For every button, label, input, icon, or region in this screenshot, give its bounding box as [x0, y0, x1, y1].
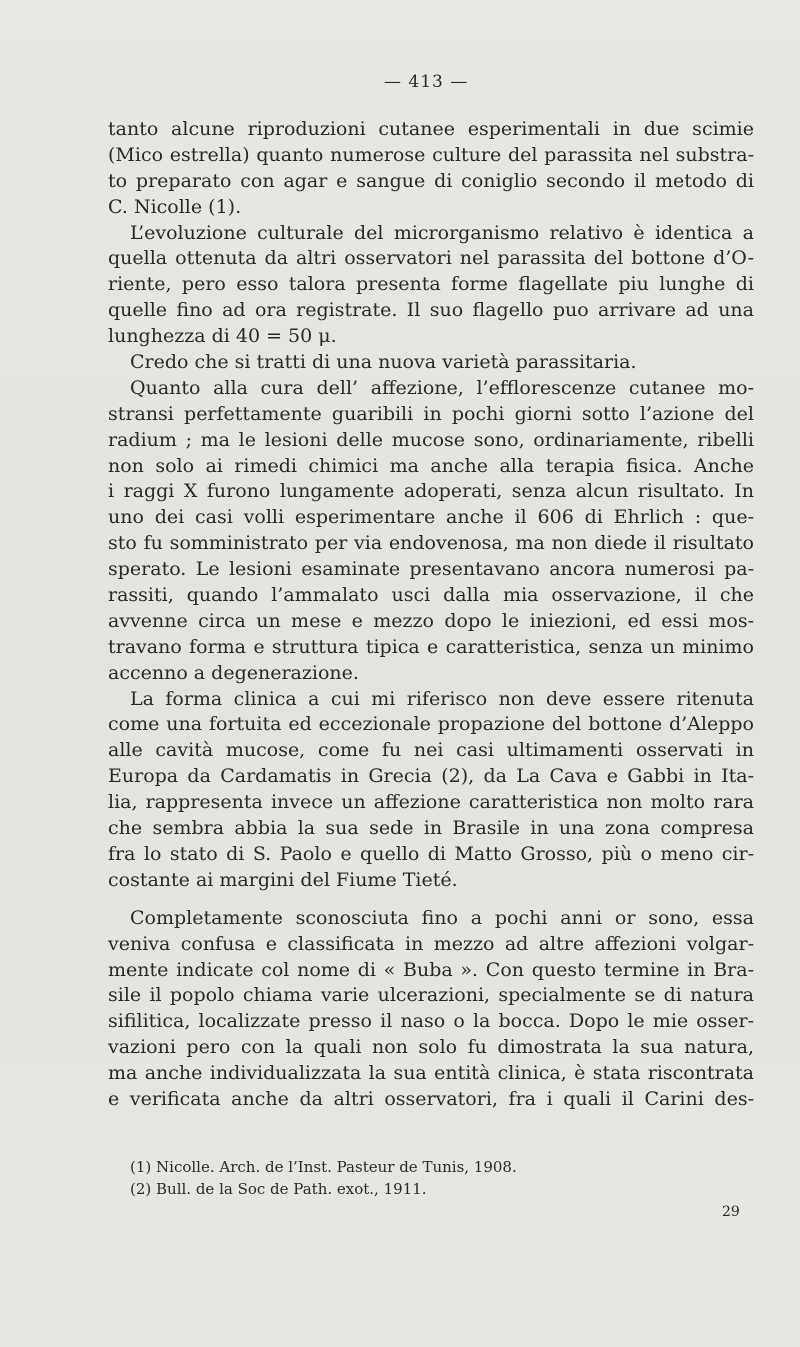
paragraph-start: La forma clinica a cui mi riferisco non deve essere ritenuta: [130, 687, 754, 710]
text-line: lia, rappresenta invece un affezione caratteristica non molto rara: [108, 791, 754, 814]
paragraph-start: Quanto alla cura dell’ affezione, l’efflorescenze cutanee mo-: [130, 376, 754, 399]
text-line: radium ; ma le lesioni delle mucose sono, ordinariamente, ribelli: [108, 428, 754, 451]
signature-mark: 29: [722, 1204, 740, 1220]
text-line: sperato. Le lesioni esaminate presentavano ancora numerosi pa-: [108, 558, 754, 581]
text-line: veniva confusa e classificata in mezzo ad altre affezioni volgar-: [108, 932, 754, 955]
text-line: (Mico estrella) quanto numerose culture del parassita nel substra-: [108, 143, 754, 166]
text-line: quelle fino ad ora registrate. Il suo flagello puo arrivare ad una: [108, 299, 754, 322]
text-line: Europa da Cardamatis in Grecia (2), da La Cava e Gabbi in Ita-: [108, 765, 754, 788]
footnote-1: (1) Nicolle. Arch. de l’Inst. Pasteur de Tunis, 1908.: [130, 1158, 517, 1176]
text-line: ma anche individualizzata la sua entità clinica, è stata riscontrata: [108, 1062, 754, 1085]
page-number: — 413 —: [384, 72, 469, 92]
paragraph-gap: [108, 894, 754, 906]
text-line: lunghezza di 40 = 50 μ.: [108, 325, 337, 348]
text-line: accenno a degenerazione.: [108, 661, 359, 684]
text-line: C. Nicolle (1).: [108, 195, 242, 218]
text-line: sifilitica, localizzate presso il naso o la bocca. Dopo le mie osser-: [108, 1010, 754, 1033]
text-line: stransi perfettamente guaribili in pochi giorni sotto l’azione del: [108, 402, 754, 425]
text-line: mente indicate col nome di « Buba ». Con questo termine in Bra-: [108, 958, 754, 981]
text-line: sto fu somministrato per via endovenosa, ma non diede il risultato: [108, 532, 754, 555]
text-line: travano forma e struttura tipica e caratteristica, senza un minimo: [108, 635, 754, 658]
footnote-2: (2) Bull. de la Soc de Path. exot., 1911.: [130, 1180, 427, 1198]
text-line: rassiti, quando l’ammalato usci dalla mia osservazione, il che: [108, 584, 754, 607]
paragraph-start: Credo che si tratti di una nuova varietà parassitaria.: [130, 351, 637, 374]
text-line: i raggi X furono lungamente adoperati, senza alcun risultato. In: [108, 480, 754, 503]
text-line: come una fortuita ed eccezionale propazione del bottone d’Aleppo: [108, 713, 754, 736]
text-line: costante ai margini del Fiume Tieté.: [108, 868, 458, 891]
text-line: uno dei casi volli esperimentare anche il 606 di Ehrlich : que-: [108, 506, 754, 529]
text-line: fra lo stato di S. Paolo e quello di Matto Grosso, più o meno cir-: [108, 842, 754, 865]
footnotes: [130, 1156, 630, 1200]
paragraph-start: Completamente sconosciuta fino a pochi anni or sono, essa: [130, 906, 754, 929]
text-line: che sembra abbia la sua sede in Brasile in una zona compresa: [108, 817, 754, 840]
text-line: avvenne circa un mese e mezzo dopo le iniezioni, ed essi mos-: [108, 609, 754, 632]
text-line: non solo ai rimedi chimici ma anche alla terapia fisica. Anche: [108, 454, 754, 477]
text-line: quella ottenuta da altri osservatori nel parassita del bottone d’O-: [108, 247, 754, 270]
text-line: alle cavità mucose, come fu nei casi ultimamenti osservati in: [108, 739, 754, 762]
text-line: sile il popolo chiama varie ulcerazioni, specialmente se di natura: [108, 984, 754, 1007]
text-line: vazioni pero con la quali non solo fu dimostrata la sua natura,: [108, 1036, 754, 1059]
paragraph-start: L’evoluzione culturale del microrganismo relativo è identica a: [130, 221, 754, 244]
text-line: to preparato con agar e sangue di coniglio secondo il metodo di: [108, 169, 754, 192]
text-line: riente, pero esso talora presenta forme flagellate piu lunghe di: [108, 273, 754, 296]
body-text: [108, 117, 754, 1113]
text-line: tanto alcune riproduzioni cutanee esperimentali in due scimie: [108, 118, 754, 140]
text-line: e verificata anche da altri osservatori, fra i quali il Carini des-: [108, 1087, 754, 1110]
